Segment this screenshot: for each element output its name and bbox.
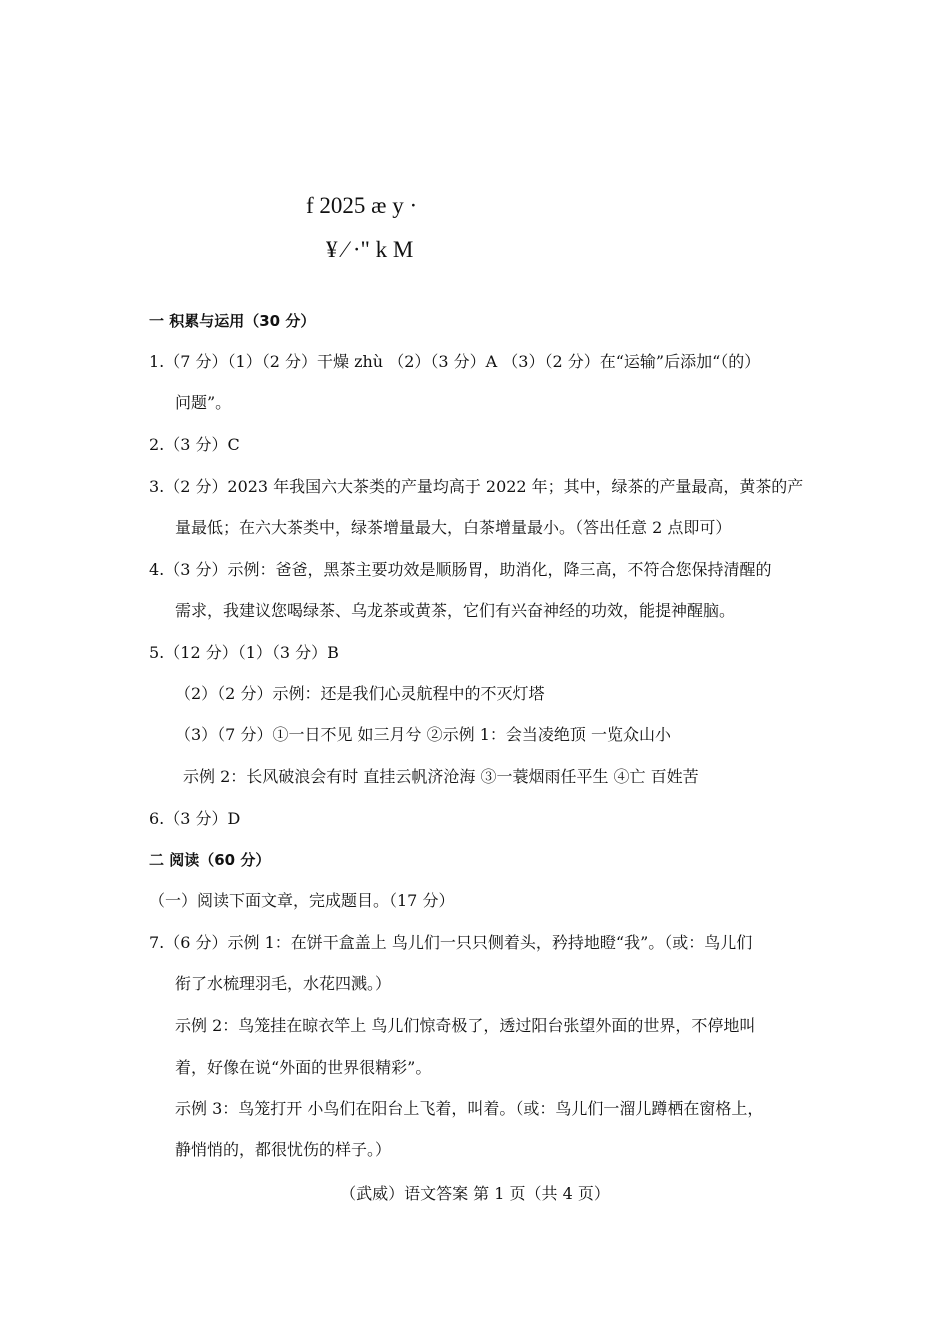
page-footer: （武威）语文答案 第 1 页（共 4 页） bbox=[340, 1184, 610, 1203]
question-7-line-4: 着，好像在说“外面的世界很精彩”。 bbox=[175, 1058, 432, 1077]
question-1-line-1: 1.（7 分）（1）（2 分）干燥 zhù （2）（3 分）A （3）（2 分）在“运输”后添加“（的） bbox=[149, 352, 761, 371]
question-2-line-1: 2.（3 分）C bbox=[149, 435, 240, 454]
document-title-line-2: ¥ ⁄ ·" k M bbox=[326, 237, 414, 262]
question-6-line-1: 6.（3 分）D bbox=[149, 809, 241, 828]
question-3-line-2: 量最低；在六大茶类中，绿茶增量最大，白茶增量最小。（答出任意 2 点即可） bbox=[175, 518, 732, 537]
question-1-line-2: 问题”。 bbox=[175, 393, 232, 412]
question-4-line-2: 需求，我建议您喝绿茶、乌龙茶或黄茶，它们有兴奋神经的功效，能提神醒脑。 bbox=[175, 601, 736, 620]
question-7-line-6: 静悄悄的，都很忧伤的样子。） bbox=[175, 1140, 392, 1159]
section-heading-accumulation: 一 积累与运用（30 分） bbox=[149, 312, 316, 330]
document-title-line-1: f 2025 æ y · bbox=[306, 193, 418, 218]
question-7-line-5: 示例 3：鸟笼打开 小鸟们在阳台上飞着，叫着。（或：鸟儿们一溜儿蹲栖在窗格上， bbox=[175, 1099, 764, 1118]
section-heading-reading: 二 阅读（60 分） bbox=[149, 851, 271, 869]
question-4-line-1: 4.（3 分）示例：爸爸，黑茶主要功效是顺肠胃，助消化，降三高，不符合您保持清醒的 bbox=[149, 560, 772, 579]
question-3-line-1: 3.（2 分）2023 年我国六大茶类的产量均高于 2022 年；其中，绿茶的产量最高，黄茶的产 bbox=[149, 477, 804, 496]
question-5-line-3: （3）（7 分）①一日不见 如三月兮 ②示例 1：会当凌绝顶 一览众山小 bbox=[175, 725, 671, 744]
question-5-line-1: 5.（12 分）（1）（3 分）B bbox=[149, 643, 339, 662]
question-5-line-4: 示例 2：长风破浪会有时 直挂云帆济沧海 ③一蓑烟雨任平生 ④亡 百姓苦 bbox=[183, 767, 699, 786]
question-7-line-1: 7.（6 分）示例 1：在饼干盒盖上 鸟儿们一只只侧着头，矜持地瞪“我”。（或：鸟儿们 bbox=[149, 933, 753, 952]
reading-subsection-heading: （一）阅读下面文章，完成题目。（17 分） bbox=[149, 891, 455, 910]
question-5-line-2: （2）（2 分）示例：还是我们心灵航程中的不灭灯塔 bbox=[175, 684, 545, 703]
question-7-line-2: 衔了水梳理羽毛，水花四溅。） bbox=[175, 974, 392, 993]
question-7-line-3: 示例 2：鸟笼挂在晾衣竿上 鸟儿们惊奇极了，透过阳台张望外面的世界，不停地叫 bbox=[175, 1016, 756, 1035]
